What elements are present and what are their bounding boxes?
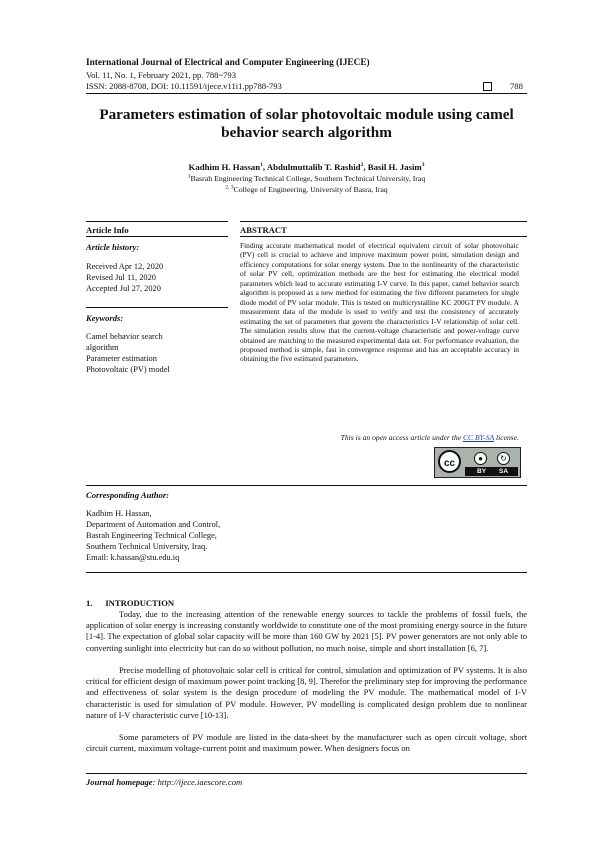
journal-name: International Journal of Electrical and Computer Engineering (IJECE) xyxy=(86,58,370,68)
corresponding-top-rule xyxy=(86,485,527,486)
history-list xyxy=(86,261,231,294)
cc-icon: cc xyxy=(438,450,461,473)
issn-doi: ISSN: 2088-8708, DOI: 10.11591/ijece.v11i1.pp788-793 xyxy=(86,81,282,91)
author-list: Kadhim H. Hassan$^1$, Abdulmuttalib T. Rashid$^2$, Basil H. Jasim$^3$ xyxy=(188,162,425,172)
journal-homepage xyxy=(86,777,242,787)
abstract-rule xyxy=(240,236,527,237)
affiliation-sup: 2, 3 xyxy=(225,184,234,191)
section-heading-introduction: 1. INTRODUCTION xyxy=(86,598,175,608)
badge-sa: SA xyxy=(499,468,509,475)
attribution-icon: ● xyxy=(474,452,487,465)
corresponding-block xyxy=(86,508,336,563)
oa-suffix: license. xyxy=(494,433,519,442)
history-accepted: Accepted Jul 27, 2020 xyxy=(86,284,161,293)
cc-by-sa-badge[interactable] xyxy=(434,447,521,478)
paper-title: Parameters estimation of solar photovoltaic module using camel behavior search algorithm xyxy=(99,106,514,141)
keyword: Photovoltaic (PV) model xyxy=(86,365,170,374)
affiliation-text: College of Engineering, University of Basra, Iraq xyxy=(233,185,388,194)
square-icon xyxy=(483,82,492,91)
info-top-rule xyxy=(86,221,228,222)
history-heading: Article history: xyxy=(86,242,140,252)
corresponding-college: Basrah Engineering Technical College, xyxy=(86,531,217,540)
corresponding-email[interactable]: Email: k.hassan@stu.edu.iq xyxy=(86,553,180,562)
keywords-list xyxy=(86,331,196,375)
footer-rule xyxy=(86,773,527,774)
badge-band xyxy=(465,467,518,476)
affiliation-text: Basrah Engineering Technical College, Southern Technical University, Iraq xyxy=(190,174,426,183)
affiliation xyxy=(86,185,527,194)
author-sup: 2 xyxy=(360,162,364,169)
keyword: Camel behavior search algorithm xyxy=(86,332,163,352)
keywords-heading: Keywords: xyxy=(86,313,124,323)
intro-paragraph: Some parameters of PV module are listed in the data-sheet by the manufacturer such as open circuit voltage, short circuit current, maximum voltage-current point and maximum power. When designers focus on xyxy=(86,732,527,754)
volume-info: Vol. 11, No. 1, February 2021, pp. 788~793 xyxy=(86,70,237,80)
history-received: Received Apr 12, 2020 xyxy=(86,262,164,271)
corresponding-name: Kadhim H. Hassan, xyxy=(86,509,152,518)
intro-paragraph: Today, due to the increasing attention of the renewable energy sources to tackle the problems of fossil fuels, the application of solar energy is increasing constantly worldwide to constitute one of the most promising energy source in the future [1-4]. The expectation of global solar capacity will be more than 160 GW by 2021 [5]. PV power generators are not only able to converting sunlight into electricity but can do so without pollution, no much noise, simple and short installation [6, 7]. xyxy=(86,609,527,653)
history-revised: Revised Jul 11, 2020 xyxy=(86,273,156,282)
author-sup: 1 xyxy=(260,162,263,169)
page-number: 788 xyxy=(510,81,523,91)
abstract-top-rule xyxy=(240,221,527,222)
author-name: Basil H. Jasim xyxy=(367,162,422,172)
corresponding-bottom-rule xyxy=(86,572,527,573)
author-sup: 3 xyxy=(421,162,425,169)
homepage-label: Journal homepage xyxy=(86,777,153,787)
abstract-text: Finding accurate mathematical model of electrical equivalent circuit of solar photovoltaic (PV) cell is crucial to achieve and improve maximum power point, simulation design and efficiency computations for solar energy system. Due to the nonlinearity of the characteristic of solar PV cell, optimization methods are the best for estimating the electrical model parameters which lead to accurate estimating I-V curve. In this paper, camel behavior search algorithm is proposed as a new method for estimating the five different parameters for single diode model of PV solar module. This is tested on multicrystalline KC 200GT PV module. A measurement data of the module is used to verify and test the consistency of accurately estimating the set of parameters that govern the characteristics I-V relationship of solar cell. The simulation results show that the current-voltage characteristic and power-voltage curve obtained are matching to the measured experimental data set. For performance evaluation, the proposed method is simple, fast in convergence response and has an acceptable accuracy in obtaining the five estimated parameters. xyxy=(240,241,519,364)
article-info-heading: Article Info xyxy=(86,225,129,235)
author-name: Kadhim H. Hassan xyxy=(188,162,261,172)
oa-prefix: This is an open access article under the xyxy=(340,433,463,442)
intro-paragraph: Precise modelling of photovoltaic solar cell is critical for control, simulation and optimization of PV systems. It is also critical for efficient design of maximum power point tracking [8, 9]. Therefor the preliminary step for improving the performance and effectiveness of solar system is the design procedure of modeling the PV module. The mathematical model of I-V characteristic is used for simulation of PV module. However, PV modelling is complicated design problem due to nonlinear nature of I-V characteristic curve [10-13]. xyxy=(86,665,527,720)
affiliation xyxy=(86,174,527,183)
keyword: Parameter estimation xyxy=(86,354,157,363)
share-alike-icon: ↻ xyxy=(497,452,510,465)
corresponding-dept: Department of Automation and Control, xyxy=(86,520,221,529)
header-rule xyxy=(86,93,527,94)
corresponding-heading: Corresponding Author: xyxy=(86,490,170,500)
badge-by: BY xyxy=(477,468,487,475)
homepage-url[interactable]: : http://ijece.iaescore.com xyxy=(152,777,243,787)
open-access-notice xyxy=(240,433,519,442)
abstract-heading: ABSTRACT xyxy=(240,225,287,235)
author-name: Abdulmuttalib T. Rashid xyxy=(266,162,361,172)
corresponding-university: Southern Technical University, Iraq. xyxy=(86,542,208,551)
affiliation-sup: 1 xyxy=(187,173,191,180)
info-rule xyxy=(86,236,228,237)
keywords-rule xyxy=(86,307,228,308)
cc-by-sa-link[interactable]: CC BY-SA xyxy=(462,433,495,442)
